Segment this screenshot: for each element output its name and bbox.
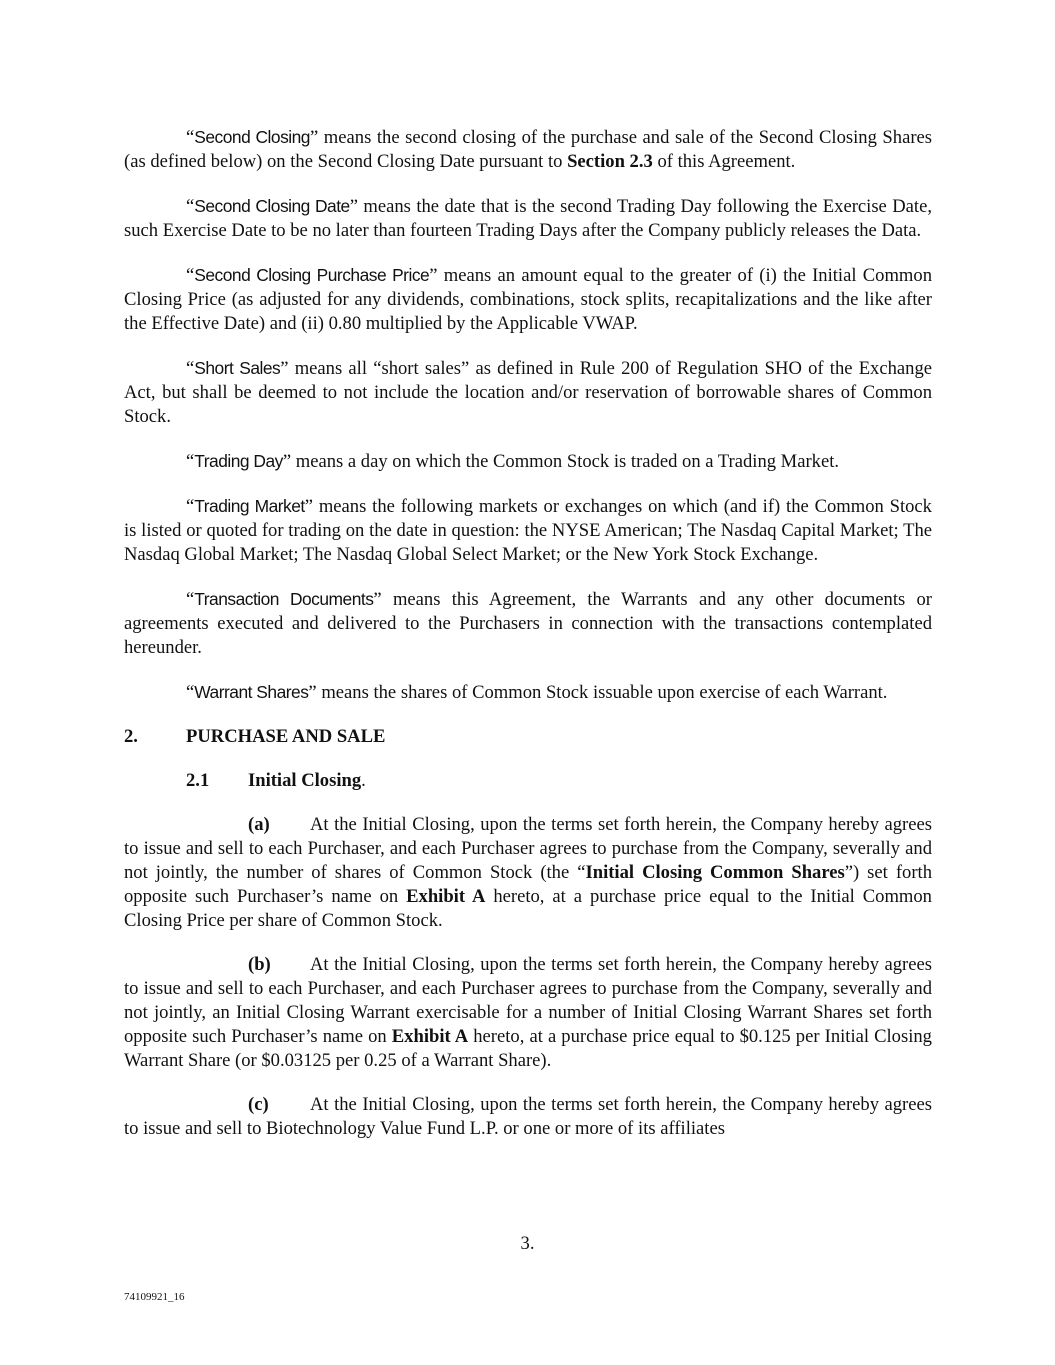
defined-term: Second Closing Date <box>194 196 350 216</box>
clause-letter: (b) <box>248 954 271 975</box>
definition-paragraph: “Second Closing Purchase Price” means an amount equal to the greater of (i) the Initial Common Closing Price (as adjusted for any dividends, combinations, stock splits, recapitalizations and the like after the Effective Date) and (ii) 0.80 multiplied by the Applicable VWAP. <box>124 265 932 334</box>
definition-paragraph: “Second Closing” means the second closing of the purchase and sale of the Second Closing Shares (as defined below) on the Second Closing Date pursuant to Section 2.3 of this Agreement. <box>124 127 932 172</box>
subsection-title: Initial Closing <box>248 770 362 791</box>
defined-term: Second Closing <box>194 127 310 147</box>
text-segment: hereto, at a purchase price equal to the Initial Common Closing Price per share of Common Stock. <box>124 886 932 931</box>
text-segment: At the Initial Closing, upon the terms set forth herein, the Company hereby agrees to issue and sell to each Purchaser, and each Purchaser agrees to purchase from the Company, severally and not jointly, the number of shares of Common Stock (the “ <box>124 814 932 883</box>
text-segment: means a day on which the Common Stock is traded on a Trading Market. <box>291 451 840 472</box>
text-segment: means the shares of Common Stock issuable upon exercise of each Warrant. <box>316 682 888 703</box>
bold-text: Section 2.3 <box>567 151 653 172</box>
defined-term: Short Sales <box>194 358 281 378</box>
clause-letter: (c) <box>248 1094 269 1115</box>
text-segment: hereto, at a purchase price equal to $0.125 per Initial Closing Warrant Share (or $0.03125 per 0.25 of a Warrant Share). <box>124 1026 932 1071</box>
defined-term: Second Closing Purchase Price <box>194 265 430 285</box>
clause-paragraph <box>124 813 932 933</box>
text-segment: means the following markets or exchanges on which (and if) the Common Stock is listed or quoted for trading on the date in question: the NYSE American; The Nasdaq Capital Market; The Nasdaq Global Market; The Nasdaq Global Select Market; or the New York Stock Exchange. <box>124 496 932 565</box>
clauses-list <box>124 813 932 1141</box>
text-segment: means all “short sales” as defined in Rule 200 of Regulation SHO of the Exchange Act, but shall be deemed to not include the location and/or reservation of borrowable shares of Common Stock. <box>124 358 932 427</box>
text-segment: of this Agreement. <box>652 151 796 172</box>
section-number: 2. <box>124 726 138 747</box>
document-page <box>124 125 932 1141</box>
subsection-trailing: . <box>361 770 366 791</box>
clause-paragraph <box>124 953 932 1073</box>
text-segment: means the second closing of the purchase and sale of the Second Closing Shares (as defined below) on the Second Closing Date pursuant to <box>124 127 932 172</box>
definitions-list <box>124 125 932 705</box>
definition-paragraph: “Transaction Documents” means this Agreement, the Warrants and any other documents or agreements executed and delivered to the Purchasers in connection with the transactions contemplated hereunder. <box>124 589 932 658</box>
section-title: PURCHASE AND SALE <box>186 726 386 747</box>
page-number: 3. <box>520 1233 535 1254</box>
text-segment: ”) set forth opposite such Purchaser’s name on <box>124 862 932 907</box>
text-segment: At the Initial Closing, upon the terms set forth herein, the Company hereby agrees to issue and sell to each Purchaser, and each Purchaser agrees to purchase from the Company, severally and not jointly, an Initial Closing Warrant exercisable for a number of Initial Closing Warrant Shares set forth opposite such Purchaser’s name on <box>124 954 932 1047</box>
subsection-heading <box>186 769 932 793</box>
definition-paragraph: “Second Closing Date” means the date that is the second Trading Day following the Exercise Date, such Exercise Date to be no later than fourteen Trading Days after the Company publicly releases the Data. <box>124 196 932 241</box>
bold-text: Exhibit A <box>391 1026 469 1047</box>
definition-paragraph: “Short Sales” means all “short sales” as defined in Rule 200 of Regulation SHO of the Exchange Act, but shall be deemed to not include the location and/or reservation of borrowable shares of Common Stock. <box>124 358 932 427</box>
defined-term: Warrant Shares <box>194 682 309 702</box>
subsection-number: 2.1 <box>186 770 210 791</box>
bold-text: Exhibit A <box>406 886 486 907</box>
document-id: 74109921_16 <box>124 1291 185 1303</box>
clause-letter: (a) <box>248 814 270 835</box>
text-segment: At the Initial Closing, upon the terms set forth herein, the Company hereby agrees to issue and sell to Biotechnology Value Fund L.P. or one or more of its affiliates <box>124 1094 932 1139</box>
bold-text: Initial Closing Common Shares <box>585 862 845 883</box>
defined-term: Trading Market <box>194 496 305 516</box>
definition-paragraph: “Trading Day” means a day on which the Common Stock is traded on a Trading Market. <box>186 451 840 472</box>
text-segment: means the date that is the second Trading Day following the Exercise Date, such Exercise Date to be no later than fourteen Trading Days after the Company publicly releases the Data. <box>124 196 932 241</box>
definition-paragraph: “Warrant Shares” means the shares of Common Stock issuable upon exercise of each Warrant. <box>186 682 888 703</box>
text-segment: means an amount equal to the greater of (i) the Initial Common Closing Price (as adjusted for any dividends, combinations, stock splits, recapitalizations and the like after the Effective Date) and (ii) 0.80 multiplied by the Applicable VWAP. <box>124 265 932 334</box>
section-heading <box>124 725 932 749</box>
text-segment: means this Agreement, the Warrants and any other documents or agreements executed and delivered to the Purchasers in connection with the transactions contemplated hereunder. <box>124 589 932 658</box>
clause-paragraph <box>124 1093 932 1141</box>
definition-paragraph: “Trading Market” means the following markets or exchanges on which (and if) the Common Stock is listed or quoted for trading on the date in question: the NYSE American; The Nasdaq Capital Market; The Nasdaq Global Market; The Nasdaq Global Select Market; or the New York Stock Exchange. <box>124 496 932 565</box>
defined-term: Trading Day <box>194 451 283 471</box>
defined-term: Transaction Documents <box>194 589 374 609</box>
